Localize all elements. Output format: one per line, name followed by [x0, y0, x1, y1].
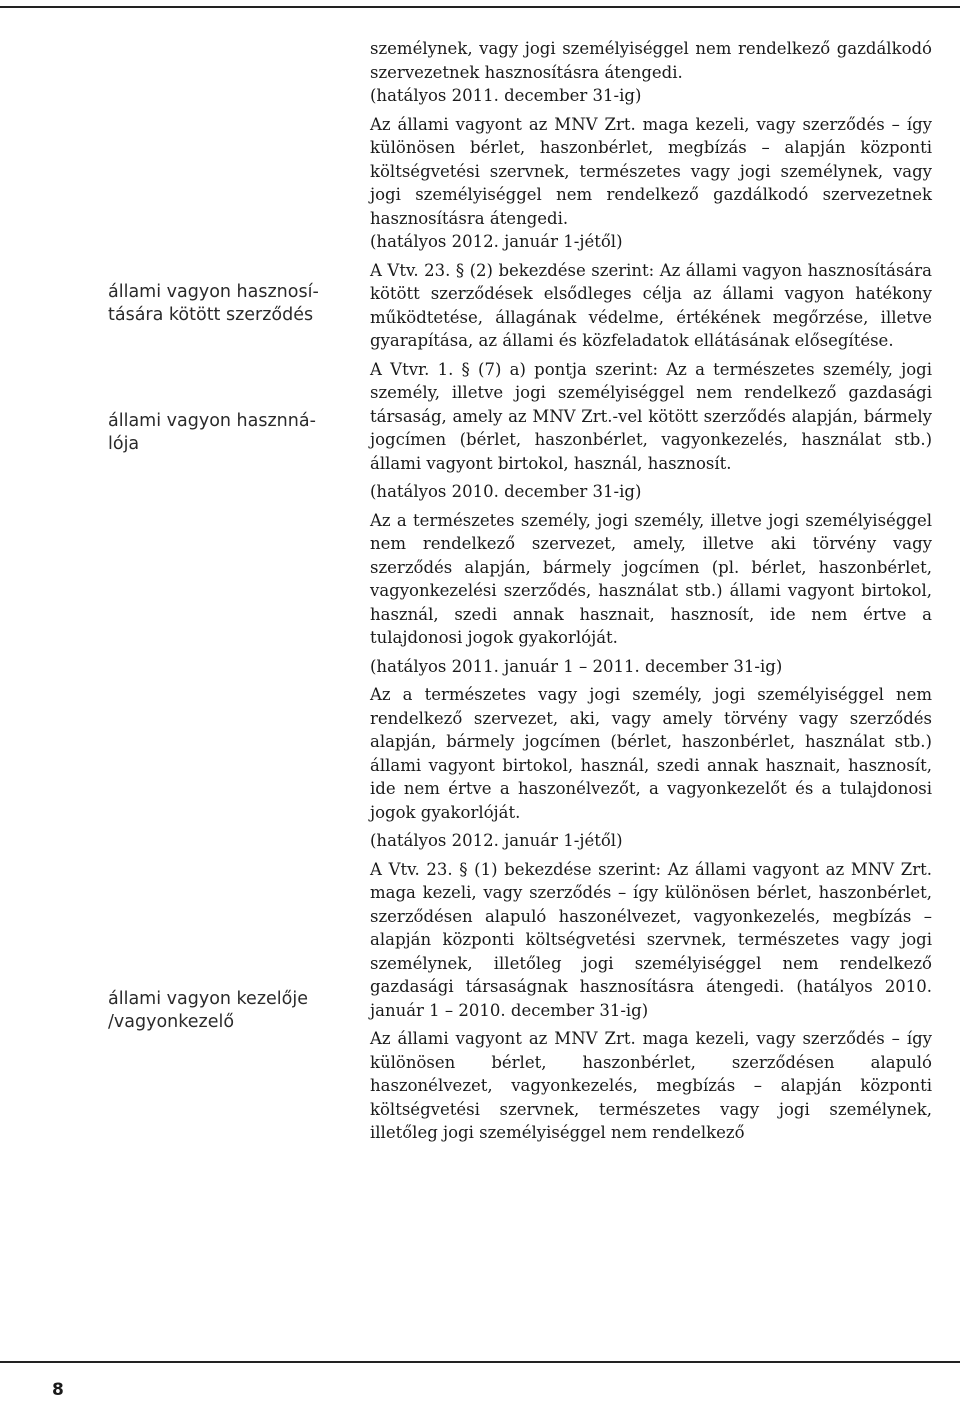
effective-date-3: (hatályos 2010. december 31-ig)	[370, 482, 642, 501]
paragraph-2: Az állami vagyont az MNV Zrt. maga kezeli, vagy szerződés – így különösen bérlet, haszonbérlet, megbízás – alapján központi költségvetési szervnek, természetes vagy jogi személynek, vagy jogi személyiséggel nem rendelkező gazdálkodó szervezetnek hasznosításra átengedi.	[370, 114, 932, 228]
effective-date-1: (hatályos 2011. december 31-ig)	[370, 86, 642, 105]
paragraph-5: Az állami vagyont az MNV Zrt. maga kezeli, vagy szerződés – így különösen bérlet, haszonbérlet, szerződésen alapuló haszonélvezet, vagyonkezelés, megbízás – alapján központi költségvetési szervnek, természetes vagy jogi személynek, illetőleg jogi személyiséggel nem rendelkező	[370, 1029, 932, 1142]
paragraph-4: Az a természetes vagy jogi személy, jogi személyiséggel nem rendelkező szervezet, aki, vagy amely törvény vagy szerződés alapján, bármely jogcímen (bérlet, haszonbérlet, használat stb.) állami vagyont birtokol, használ, szedi annak hasznait, hasznosít, ide nem értve a haszonélvezőt, a vagyonkezelőt és a tulajdonosi jogok gyakorlóját.	[370, 685, 932, 822]
effective-date-4: (hatályos 2011. január 1 – 2011. december 31-ig)	[370, 656, 783, 676]
paragraph-vtv-23-2: A Vtv. 23. § (2) bekezdése szerint: Az állami vagyon hasznosítására kötött szerződések elsődleges célja az állami vagyon hatékony működtetése, állagának védelme, értékének megőrzése, illetve gyarapítása, az állami és közfeladatok ellátásának elősegítése.	[370, 260, 932, 350]
bottom-rule	[0, 1361, 960, 1363]
paragraph-vtvr-1-7: A Vtvr. 1. § (7) a) pontja szerint: Az a természetes személy, jogi személy, illetve jogi személyiséggel nem rendelkező gazdasági társaság, amely az MNV Zrt.-vel kötött szerződés alapján, bármely jogcímen (bérlet, haszonbérlet, vagyonkezelés, használat stb.) állami vagyont birtokol, használ, hasznosít.	[370, 359, 932, 473]
paragraph-vtv-23-1: A Vtv. 23. § (1) bekezdése szerint: Az állami vagyont az MNV Zrt. maga kezeli, vagy szerződés – így különösen bérlet, haszonbérlet, szerződésen alapuló haszonélvezet, vagyonkezelés, megbízás – alapján központi költségvetési szervnek, természetes vagy jogi személynek, illetőleg jogi személyiséggel nem rendelkező gazdasági társaságnak hasznosításra átengedi. (hatályos 2010. január 1 – 2010. december 31-ig)	[370, 859, 932, 1020]
page-number: 8	[52, 1380, 64, 1400]
paragraph-3: Az a természetes személy, jogi személy, illetve jogi személyiséggel nem rendelkező szervezet, amely, illetve aki törvény vagy szerződés alapján, bármely jogcímen (pl. bérlet, haszonbérlet, vagyonkezelési szerződés, használat stb.) állami vagyont birtokol, használ, szedi annak hasznait, hasznosít, ide nem értve a tulajdonosi jogok gyakorlóját.	[370, 510, 932, 647]
paragraph-1: személynek, vagy jogi személyiséggel nem rendelkező gazdálkodó szervezetnek hasznosításra átengedi.	[370, 39, 932, 82]
effective-date-2: (hatályos 2012. január 1-jétől)	[370, 232, 623, 251]
top-rule	[0, 6, 960, 8]
term-allami-vagyon-hasznositasara-kotott-szerzodes: állami vagyon hasznosí- tására kötött szerződés	[108, 282, 319, 326]
effective-date-5: (hatályos 2012. január 1-jétől)	[370, 831, 623, 850]
term-allami-vagyon-kezeloje: állami vagyon kezelője /vagyonkezelő	[108, 989, 308, 1033]
body-text-column	[370, 37, 932, 1150]
term-allami-vagyon-hasznaloja: állami vagyon hasznná- lója	[108, 411, 316, 455]
